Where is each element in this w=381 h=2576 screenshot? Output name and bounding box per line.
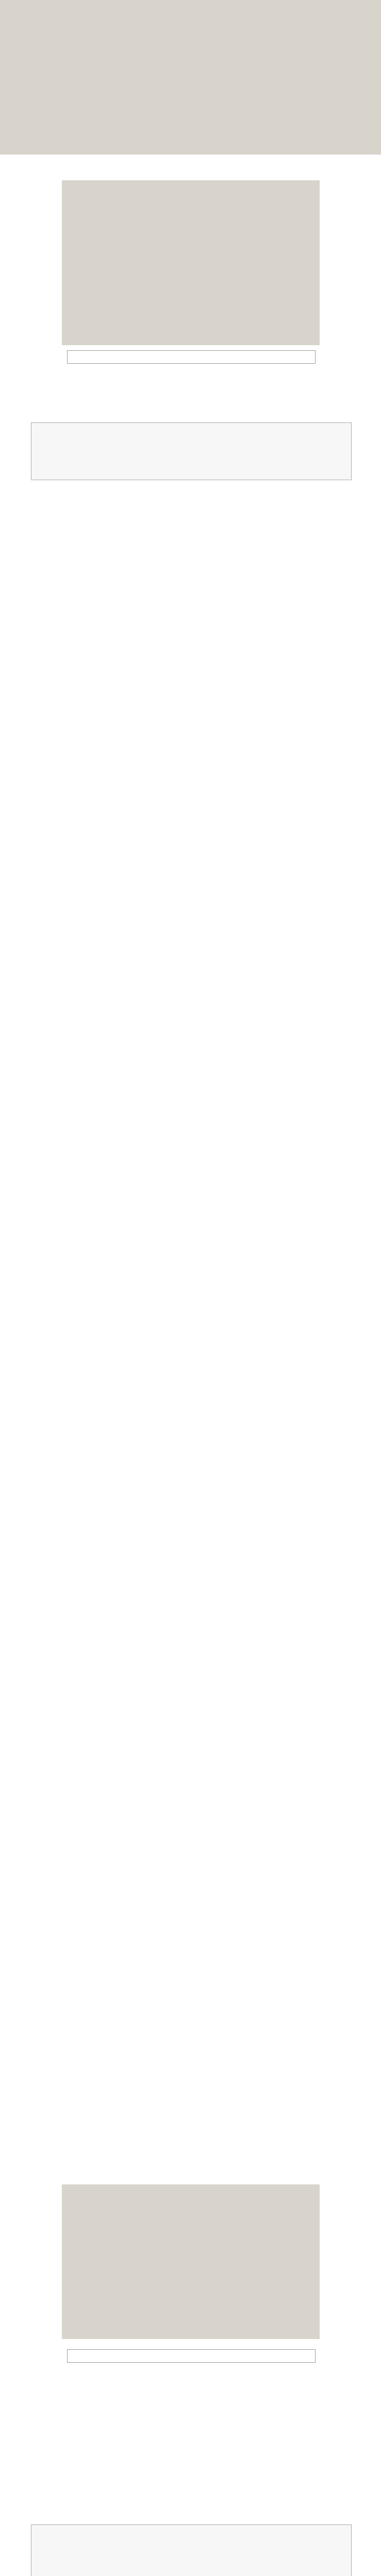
bead-caption-a <box>67 350 316 364</box>
properties-table-a <box>31 422 352 480</box>
hero-photo <box>0 0 381 155</box>
bead-caption-b <box>67 2349 316 2363</box>
spec-table-b <box>31 2524 352 2576</box>
bead-photo-b <box>62 2184 320 2339</box>
bead-photo-a <box>62 180 320 345</box>
intro-paragraph-a <box>31 381 351 414</box>
